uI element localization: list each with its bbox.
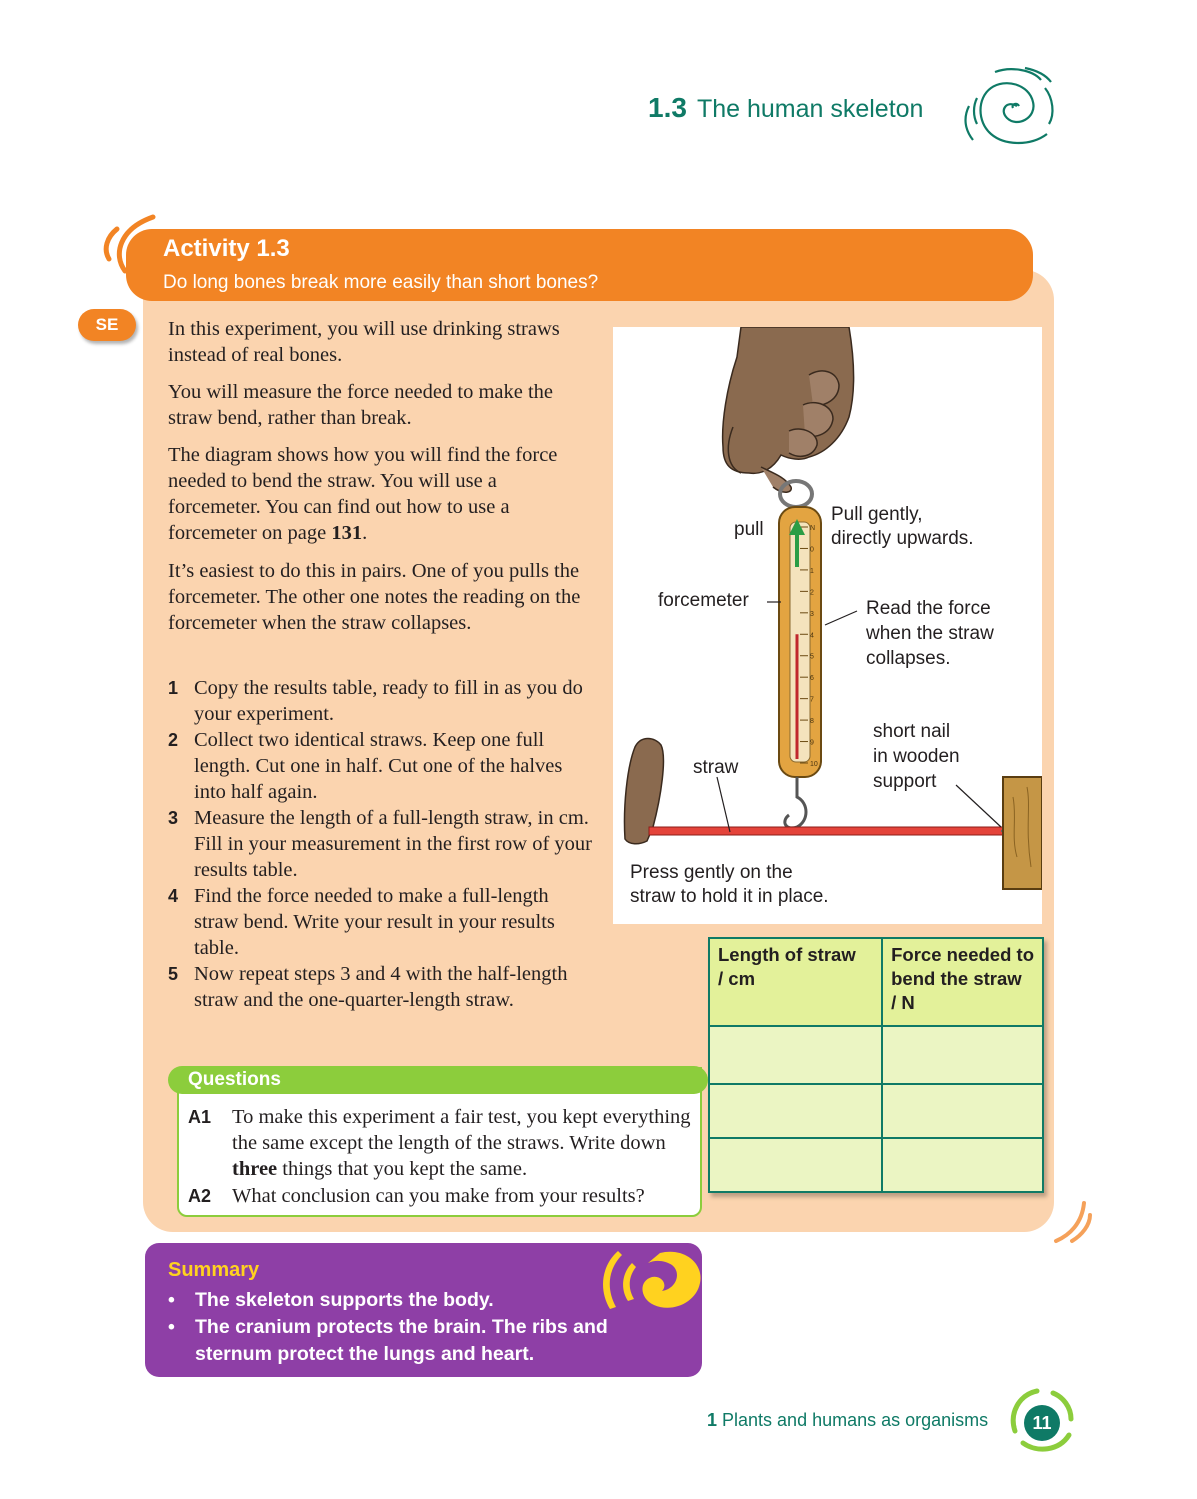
activity-title: Activity 1.3 bbox=[163, 235, 290, 262]
step-item bbox=[168, 961, 598, 1013]
activity-subtitle: Do long bones break more easily than short bones? bbox=[163, 272, 599, 293]
short-nail-label: short nail in wooden support bbox=[873, 721, 960, 792]
page-reference-link[interactable]: 131 bbox=[331, 522, 363, 544]
scale-label: 6 bbox=[810, 675, 814, 683]
force-cell[interactable] bbox=[882, 1026, 1043, 1084]
summary-item-text: The skeleton supports the body. bbox=[195, 1289, 494, 1311]
read-force-label: Read the force when the straw collapses. bbox=[866, 598, 994, 669]
step-text: Find the force needed to make a full-length straw bend. Write your result in your results table. bbox=[194, 885, 555, 959]
question-a1 bbox=[188, 1104, 698, 1182]
summary-title: Summary bbox=[168, 1259, 260, 1281]
question-text: What conclusion can you make from your results? bbox=[232, 1185, 645, 1207]
diagram-paragraph: The diagram shows how you will find the force needed to bend the straw. You will use a forcemeter. You can find out how to use a forcemeter on page 131. bbox=[168, 444, 558, 544]
activity-header bbox=[126, 229, 1033, 301]
section-title: The human skeleton bbox=[696, 95, 924, 123]
scale-label: 10 bbox=[810, 761, 818, 768]
step-item bbox=[168, 883, 598, 961]
scale-label: 4 bbox=[810, 632, 814, 640]
scale-label: 2 bbox=[810, 589, 814, 597]
summary-item bbox=[168, 1287, 608, 1314]
question-label: A1 bbox=[188, 1107, 212, 1127]
scale-label: 9 bbox=[810, 739, 814, 747]
question-text-end: things that you kept the same. bbox=[277, 1158, 528, 1180]
scale-label: 5 bbox=[810, 653, 814, 661]
section-heading bbox=[648, 92, 948, 136]
length-cell[interactable] bbox=[709, 1138, 882, 1192]
forcemeter-ring bbox=[780, 481, 812, 507]
results-table bbox=[708, 937, 1044, 1193]
question-text-start: To make this experiment a fair test, you kept everything the same except the length of the straws. Write down bbox=[232, 1106, 691, 1154]
bullet-icon: • bbox=[168, 1289, 175, 1311]
hand-illustration bbox=[723, 327, 854, 492]
question-text bbox=[232, 1104, 698, 1182]
length-column-header: Length of straw / cm bbox=[709, 938, 882, 1026]
nail-leader-line bbox=[956, 785, 1001, 827]
step-number: 1 bbox=[168, 678, 179, 698]
summary-list bbox=[168, 1287, 608, 1368]
length-cell[interactable] bbox=[709, 1084, 882, 1138]
se-badge: SE bbox=[78, 309, 136, 341]
scale-label: 8 bbox=[810, 718, 814, 726]
force-column-header: Force needed to bend the straw / N bbox=[882, 938, 1043, 1026]
measure-paragraph: You will measure the force needed to make the straw bend, rather than break. bbox=[168, 381, 554, 429]
summary-item bbox=[168, 1314, 608, 1368]
swirl-decoration-icon bbox=[600, 1245, 705, 1315]
pull-gently-label: Pull gently, directly upwards. bbox=[831, 504, 974, 549]
pairs-paragraph: It’s easiest to do this in pairs. One of you pulls the forcemeter. The other one notes the reading on the forcemeter when the straw collapses. bbox=[168, 560, 581, 634]
step-item bbox=[168, 727, 598, 805]
section-number: 1.3 bbox=[648, 92, 687, 123]
swirl-logo-icon bbox=[955, 62, 1065, 150]
swoosh-icon bbox=[1050, 1195, 1095, 1245]
forcemeter-diagram bbox=[613, 327, 1042, 924]
chapter-number: 1 bbox=[707, 1410, 718, 1430]
scale-label: 3 bbox=[810, 610, 814, 618]
question-label: A2 bbox=[188, 1186, 212, 1206]
step-number: 5 bbox=[168, 964, 179, 984]
question-a2 bbox=[188, 1183, 698, 1209]
page-number: 11 bbox=[1024, 1405, 1060, 1441]
scale-label: 7 bbox=[810, 696, 814, 704]
questions-header: Questions bbox=[168, 1066, 708, 1094]
step-text: Collect two identical straws. Keep one full length. Cut one in half. Cut one of the halves into half again. bbox=[194, 729, 563, 803]
pull-label: pull bbox=[734, 519, 764, 540]
chapter-title: Plants and humans as organisms bbox=[722, 1410, 989, 1430]
press-gently-label: Press gently on the straw to hold it in place. bbox=[630, 862, 829, 907]
step-item bbox=[168, 675, 598, 727]
step-text: Copy the results table, ready to fill in as you do your experiment. bbox=[194, 677, 583, 725]
table-header-row bbox=[709, 938, 1043, 1026]
step-text: Measure the length of a full-length straw, in cm. Fill in your measurement in the first row of your results table. bbox=[194, 807, 592, 881]
step-number: 4 bbox=[168, 886, 179, 906]
step-number: 2 bbox=[168, 730, 179, 750]
forcemeter-label: forcemeter bbox=[658, 590, 749, 611]
force-cell[interactable] bbox=[882, 1138, 1043, 1192]
bullet-icon: • bbox=[168, 1316, 175, 1338]
scale-label: 1 bbox=[810, 567, 814, 575]
chapter-footer bbox=[707, 1410, 988, 1431]
wooden-support bbox=[1003, 777, 1042, 889]
question-text-emphasis: three bbox=[232, 1158, 278, 1180]
scale-label: 0 bbox=[810, 546, 814, 554]
straw-label: straw bbox=[693, 757, 739, 778]
length-cell[interactable] bbox=[709, 1026, 882, 1084]
step-item bbox=[168, 805, 598, 883]
intro-paragraph: In this experiment, you will use drinking straws instead of real bones. bbox=[168, 318, 560, 366]
force-cell[interactable] bbox=[882, 1084, 1043, 1138]
step-list bbox=[168, 675, 598, 1013]
table-row bbox=[709, 1084, 1043, 1138]
straw-leader-line bbox=[717, 777, 730, 832]
table-row bbox=[709, 1138, 1043, 1192]
step-number: 3 bbox=[168, 808, 179, 828]
straw-illustration bbox=[649, 827, 1003, 835]
forcemeter-hook bbox=[785, 777, 806, 828]
summary-item-text: The cranium protects the brain. The ribs and sternum protect the lungs and heart. bbox=[195, 1316, 608, 1365]
forcemeter-scale bbox=[790, 522, 810, 762]
table-row bbox=[709, 1026, 1043, 1084]
scale-label: N bbox=[810, 525, 816, 532]
reading-leader-line bbox=[825, 611, 857, 625]
step-text: Now repeat steps 3 and 4 with the half-length straw and the one-quarter-length straw. bbox=[194, 963, 568, 1011]
diagram-paragraph-text: The diagram shows how you will find the force needed to bend the straw. You will use a forcemeter. You can find out how to use a forcemeter on page bbox=[168, 444, 558, 544]
